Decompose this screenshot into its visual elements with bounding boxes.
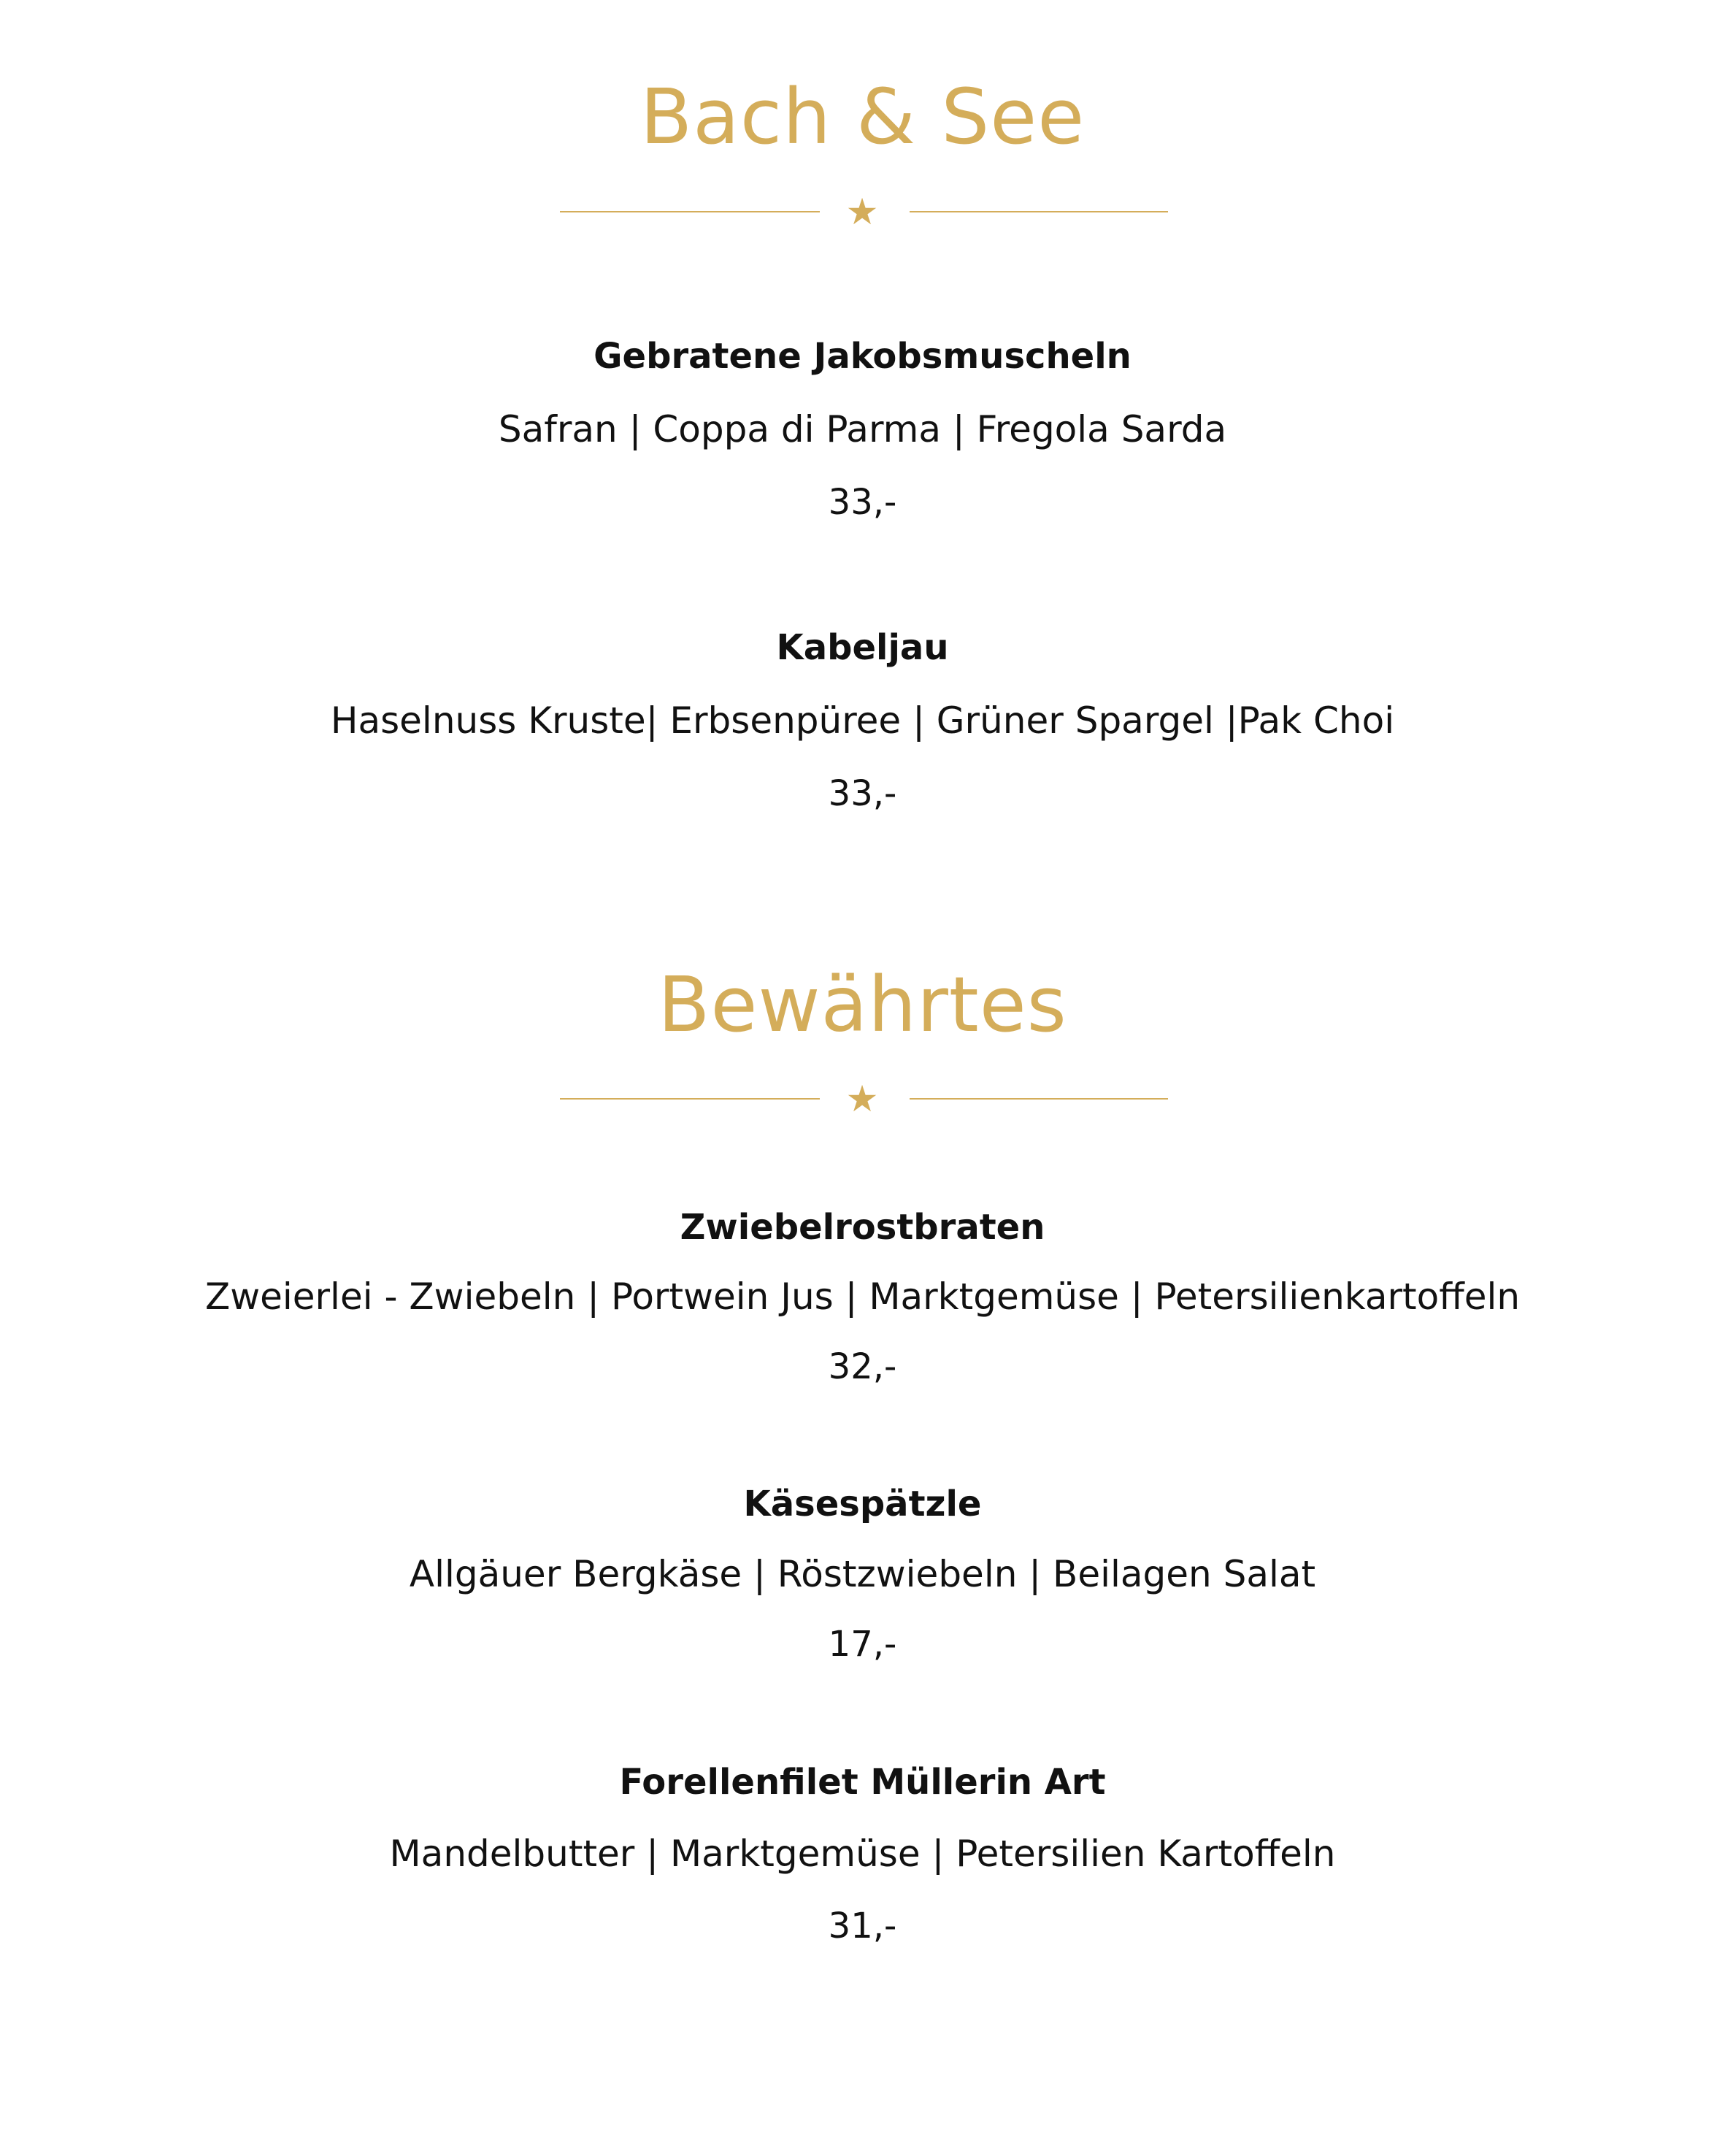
dish-price: 17,- bbox=[828, 1624, 897, 1665]
dish-price: 31,- bbox=[828, 1906, 897, 1946]
dish-description: Allgäuer Bergkäse | Röstzwiebeln | Beilagen Salat bbox=[409, 1553, 1316, 1595]
dish-price: 33,- bbox=[828, 773, 897, 814]
star-icon: ★ bbox=[845, 191, 879, 233]
dish-description: Safran | Coppa di Parma | Fregola Sarda bbox=[498, 408, 1227, 450]
dish-price: 32,- bbox=[828, 1346, 897, 1387]
divider-line-left bbox=[560, 211, 820, 212]
dish-description: Zweierlei - Zwiebeln | Portwein Jus | Marktgemüse | Petersilienkartoffeln bbox=[204, 1275, 1521, 1318]
dish-name: Kabeljau bbox=[776, 627, 949, 668]
dish-name: Forellenfilet Müllerin Art bbox=[619, 1762, 1106, 1803]
section-divider bbox=[0, 191, 1725, 233]
divider-line-left bbox=[560, 1098, 820, 1100]
dish-description: Mandelbutter | Marktgemüse | Petersilien Kartoffeln bbox=[389, 1833, 1336, 1875]
section-divider bbox=[0, 1078, 1725, 1120]
section-title-bach-und-see: Bach & See bbox=[639, 72, 1086, 161]
dish-description: Haselnuss Kruste| Erbsenpüree | Grüner Spargel |Pak Choi bbox=[330, 699, 1395, 742]
divider-line-right bbox=[910, 211, 1168, 212]
dish-price: 33,- bbox=[828, 482, 897, 523]
star-icon: ★ bbox=[845, 1078, 879, 1120]
section-title-bewaehrtes: Bewährtes bbox=[658, 960, 1067, 1049]
divider-line-right bbox=[910, 1098, 1168, 1100]
dish-name: Gebratene Jakobsmuscheln bbox=[593, 336, 1132, 377]
dish-name: Käsespätzle bbox=[743, 1484, 982, 1524]
dish-name: Zwiebelrostbraten bbox=[680, 1207, 1045, 1248]
